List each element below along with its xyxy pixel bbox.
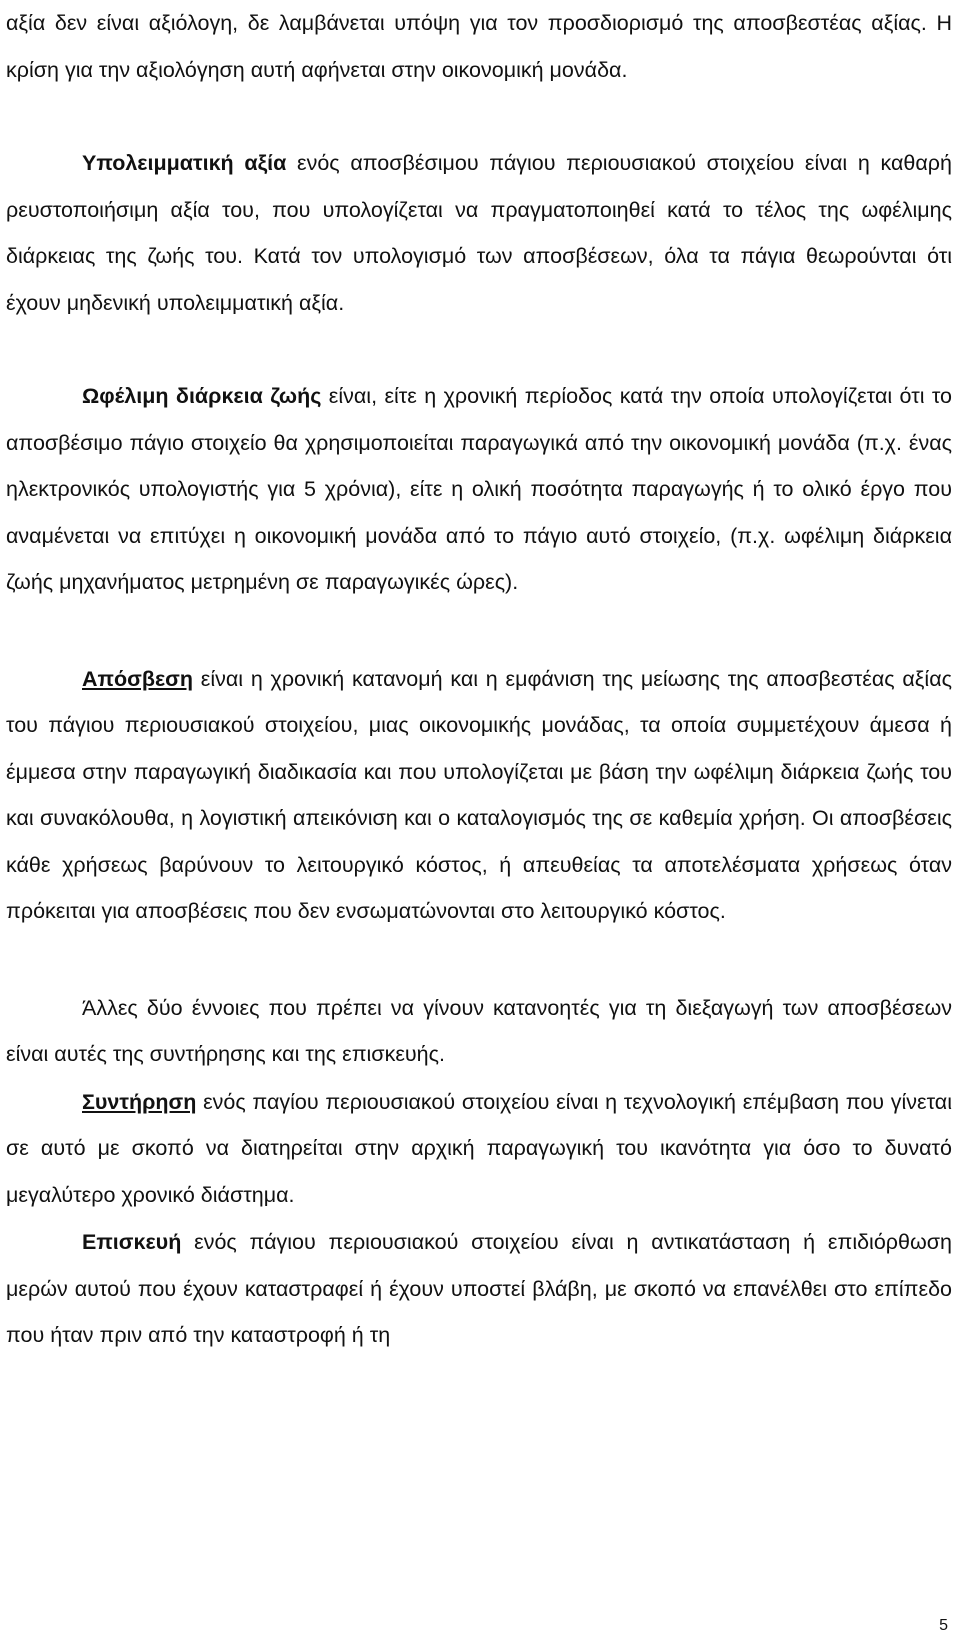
term-repair: Επισκευή (82, 1230, 182, 1254)
paragraph-text: ενός αποσβέσιμου πάγιου περιουσιακού στοιχείου είναι η καθαρή ρευστοποιήσιμη αξία του, που υπολογίζεται να πραγματοποιηθεί κατά το τέλος της ωφέλιμης διάρκειας της ζωής του. Κατά τον υπολογισμό των αποσβέσεων, όλα τα πάγια θεωρούνται ότι έχουν μηδενική υπολειμματική αξία. (6, 151, 952, 315)
paragraph-depreciation (6, 656, 952, 935)
term-useful-life: Ωφέλιμη διάρκεια ζωής (82, 384, 322, 408)
term-residual-value: Υπολειμματική αξία (82, 151, 287, 175)
paragraph-text: αξία δεν είναι αξιόλογη, δε λαμβάνεται υπόψη για τον προσδιορισμό της αποσβεστέας αξίας. Η κρίση για την αξιολόγηση αυτή αφήνεται στην οικονομική μονάδα. (6, 11, 952, 82)
paragraph-text: είναι, είτε η χρονική περίοδος κατά την οποία υπολογίζεται ότι το αποσβέσιμο πάγιο στοιχείο θα χρησιμοποιείται παραγωγικά από την οικονομική μονάδα (π.χ. ένας ηλεκτρονικός υπολογιστής για 5 χρόνια), είτε η ολική ποσότητα παραγωγής ή το ολικό έργο που αναμένεται να επιτύχει η οικονομική μονάδα από το πάγιο αυτό στοιχείο, (π.χ. ωφέλιμη διάρκεια ζωής μηχανήματος μετρημένη σε παραγωγικές ώρες). (6, 384, 952, 594)
paragraph-other-concepts (6, 985, 952, 1078)
paragraph-text: ενός παγίου περιουσιακού στοιχείου είναι η τεχνολογική επέμβαση που γίνεται σε αυτό με σκοπό να διατηρείται στην αρχική παραγωγική του ικανότητα για όσο το δυνατό μεγαλύτερο χρονικό διάστημα. (6, 1089, 952, 1207)
paragraph-useful-life (6, 373, 952, 606)
paragraph-text: είναι η χρονική κατανομή και η εμφάνιση της μείωσης της αποσβεστέας αξίας του πάγιου περιουσιακού στοιχείου, μιας οικονομικής μονάδας, τα οποία συμμετέχουν άμεσα ή έμμεσα στην παραγωγική διαδικασία και που υπολογίζεται με βάση την ωφέλιμη διάρκεια ζωής του και συνακόλουθα, η λογιστική απεικόνιση και ο καταλογισμός της σε καθεμία χρήση. Οι αποσβέσεις κάθε χρήσεως βαρύνουν το λειτουργικό κόστος, ή απευθείας τα αποτελέσματα χρήσεως όταν πρόκειται για αποσβέσεις που δεν ενσωματώνονται στο λειτουργικό κόστος. (6, 666, 952, 923)
paragraph-intro-continuation (6, 0, 952, 93)
document-page (6, 0, 952, 1359)
paragraph-text: Άλλες δύο έννοιες που πρέπει να γίνουν κατανοητές για τη διεξαγωγή των αποσβέσεων είναι αυτές της συντήρησης και της επισκευής. (6, 995, 952, 1066)
paragraph-repair (6, 1219, 952, 1359)
page-number: 5 (939, 1617, 948, 1634)
term-maintenance: Συντήρηση (82, 1089, 197, 1114)
paragraph-maintenance (6, 1079, 952, 1219)
term-depreciation: Απόσβεση (82, 666, 193, 691)
paragraph-residual-value (6, 140, 952, 326)
paragraph-text: ενός πάγιου περιουσιακού στοιχείου είναι η αντικατάσταση ή επιδιόρθωση μερών αυτού που έχουν καταστραφεί ή έχουν υποστεί βλάβη, με σκοπό να επανέλθει στο επίπεδο που ήταν πριν από την καταστροφή ή τη (6, 1230, 952, 1347)
